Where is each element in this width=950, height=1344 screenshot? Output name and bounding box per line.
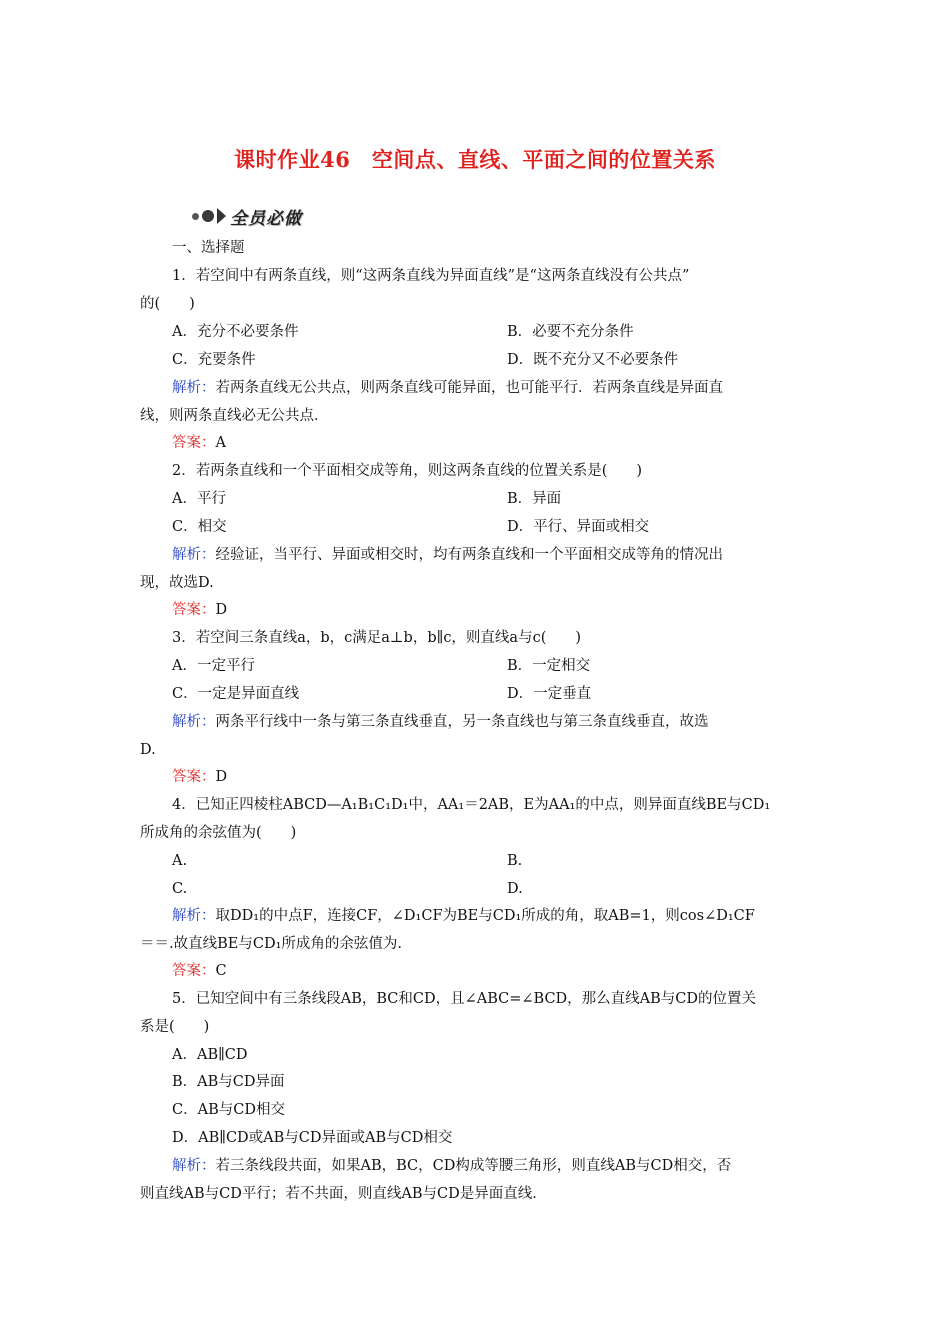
q2-analysis: 解析：经验证，当平行、异面或相交时，均有两条直线和一个平面相交成等角的情况出: [172, 547, 723, 563]
q1-option-a: A．充分不必要条件: [172, 324, 299, 340]
q2-option-a: A．平行: [172, 491, 226, 507]
q5-option-d: D．AB∥CD或AB与CD异面或AB与CD相交: [172, 1130, 453, 1146]
answer-label: 答案：: [172, 963, 216, 979]
question-4-stem: 4．已知正四棱柱ABCD—A₁B₁C₁D₁中，AA₁＝2AB，E为AA₁的中点，则异面直线BE与CD₁: [172, 797, 771, 813]
analysis-label: 解析：: [172, 908, 216, 924]
q5-option-a: A．AB∥CD: [172, 1047, 248, 1063]
analysis-label: 解析：: [172, 547, 216, 563]
q5-analysis-cont: 则直线AB与CD平行；若不共面，则直线AB与CD是异面直线．: [140, 1186, 547, 1202]
answer-label: 答案：: [172, 769, 216, 785]
q3-analysis: 解析：两条平行线中一条与第三条直线垂直，另一条直线也与第三条直线垂直，故选: [172, 714, 709, 730]
answer-label: 答案：: [172, 435, 216, 451]
q3-option-b: B．一定相交: [507, 658, 591, 674]
question-1-stem-cont: 的( ): [140, 296, 195, 312]
banner-label: 全员必做: [230, 208, 302, 229]
arrow-right-icon: [217, 208, 226, 224]
q1-option-d: D．既不充分又不必要条件: [507, 352, 679, 368]
q2-option-d: D．平行、异面或相交: [507, 519, 650, 535]
q4-analysis: 解析：取DD₁的中点F，连接CF，∠D₁CF为BE与CD₁所成的角，取AB=1，则cos∠D₁CF: [172, 908, 755, 924]
answer-label: 答案：: [172, 602, 216, 618]
q3-option-c: C．一定是异面直线: [172, 686, 300, 702]
bullet-dot-icon: [192, 213, 199, 220]
q1-option-b: B．必要不充分条件: [507, 324, 634, 340]
q4-option-c: C.: [172, 881, 188, 897]
q4-answer: 答案：C: [172, 963, 227, 979]
analysis-label: 解析：: [172, 714, 216, 730]
q2-option-b: B．异面: [507, 491, 562, 507]
q1-analysis: 解析：若两条直线无公共点，则两条直线可能异面，也可能平行．若两条直线是异面直: [172, 380, 723, 396]
page-title: 课时作业46 空间点、直线、平面之间的位置关系: [234, 147, 716, 172]
q2-answer: 答案：D: [172, 602, 228, 618]
q1-option-c: C．充要条件: [172, 352, 256, 368]
q5-option-b: B．AB与CD异面: [172, 1074, 285, 1090]
analysis-label: 解析：: [172, 380, 216, 396]
q5-option-c: C．AB与CD相交: [172, 1102, 285, 1118]
q5-analysis: 解析：若三条线段共面，如果AB，BC，CD构成等腰三角形，则直线AB与CD相交，否: [172, 1158, 732, 1174]
q3-option-a: A．一定平行: [172, 658, 255, 674]
q3-answer: 答案：D: [172, 769, 228, 785]
bullet-dot-icon: [202, 210, 214, 222]
section-banner: [192, 203, 302, 229]
question-2-stem: 2．若两条直线和一个平面相交成等角，则这两条直线的位置关系是( ): [172, 463, 643, 479]
question-5-stem-cont: 系是( ): [140, 1019, 210, 1035]
q4-option-b: B.: [507, 853, 523, 869]
q2-option-c: C．相交: [172, 519, 227, 535]
q1-analysis-cont: 线，则两条直线必无公共点．: [140, 408, 329, 424]
analysis-label: 解析：: [172, 1158, 216, 1174]
q3-analysis-cont: D.: [140, 742, 156, 758]
q4-option-a: A.: [172, 853, 188, 869]
q4-analysis-cont: ＝＝.故直线BE与CD₁所成角的余弦值为.: [140, 936, 402, 952]
q1-answer: 答案：A: [172, 435, 226, 451]
question-5-stem: 5．已知空间中有三条线段AB，BC和CD，且∠ABC=∠BCD，那么直线AB与CD的位置关: [172, 991, 757, 1007]
section-heading: 一、选择题: [172, 240, 245, 256]
question-4-stem-cont: 所成角的余弦值为( ): [140, 825, 297, 841]
question-3-stem: 3．若空间三条直线a，b，c满足a⊥b，b∥c，则直线a与c( ): [172, 630, 582, 646]
q4-option-d: D.: [507, 881, 523, 897]
q3-option-d: D．一定垂直: [507, 686, 592, 702]
question-1-stem: 1．若空间中有两条直线，则“这两条直线为异面直线”是“这两条直线没有公共点”: [172, 268, 690, 284]
q2-analysis-cont: 现，故选D.: [140, 575, 214, 591]
